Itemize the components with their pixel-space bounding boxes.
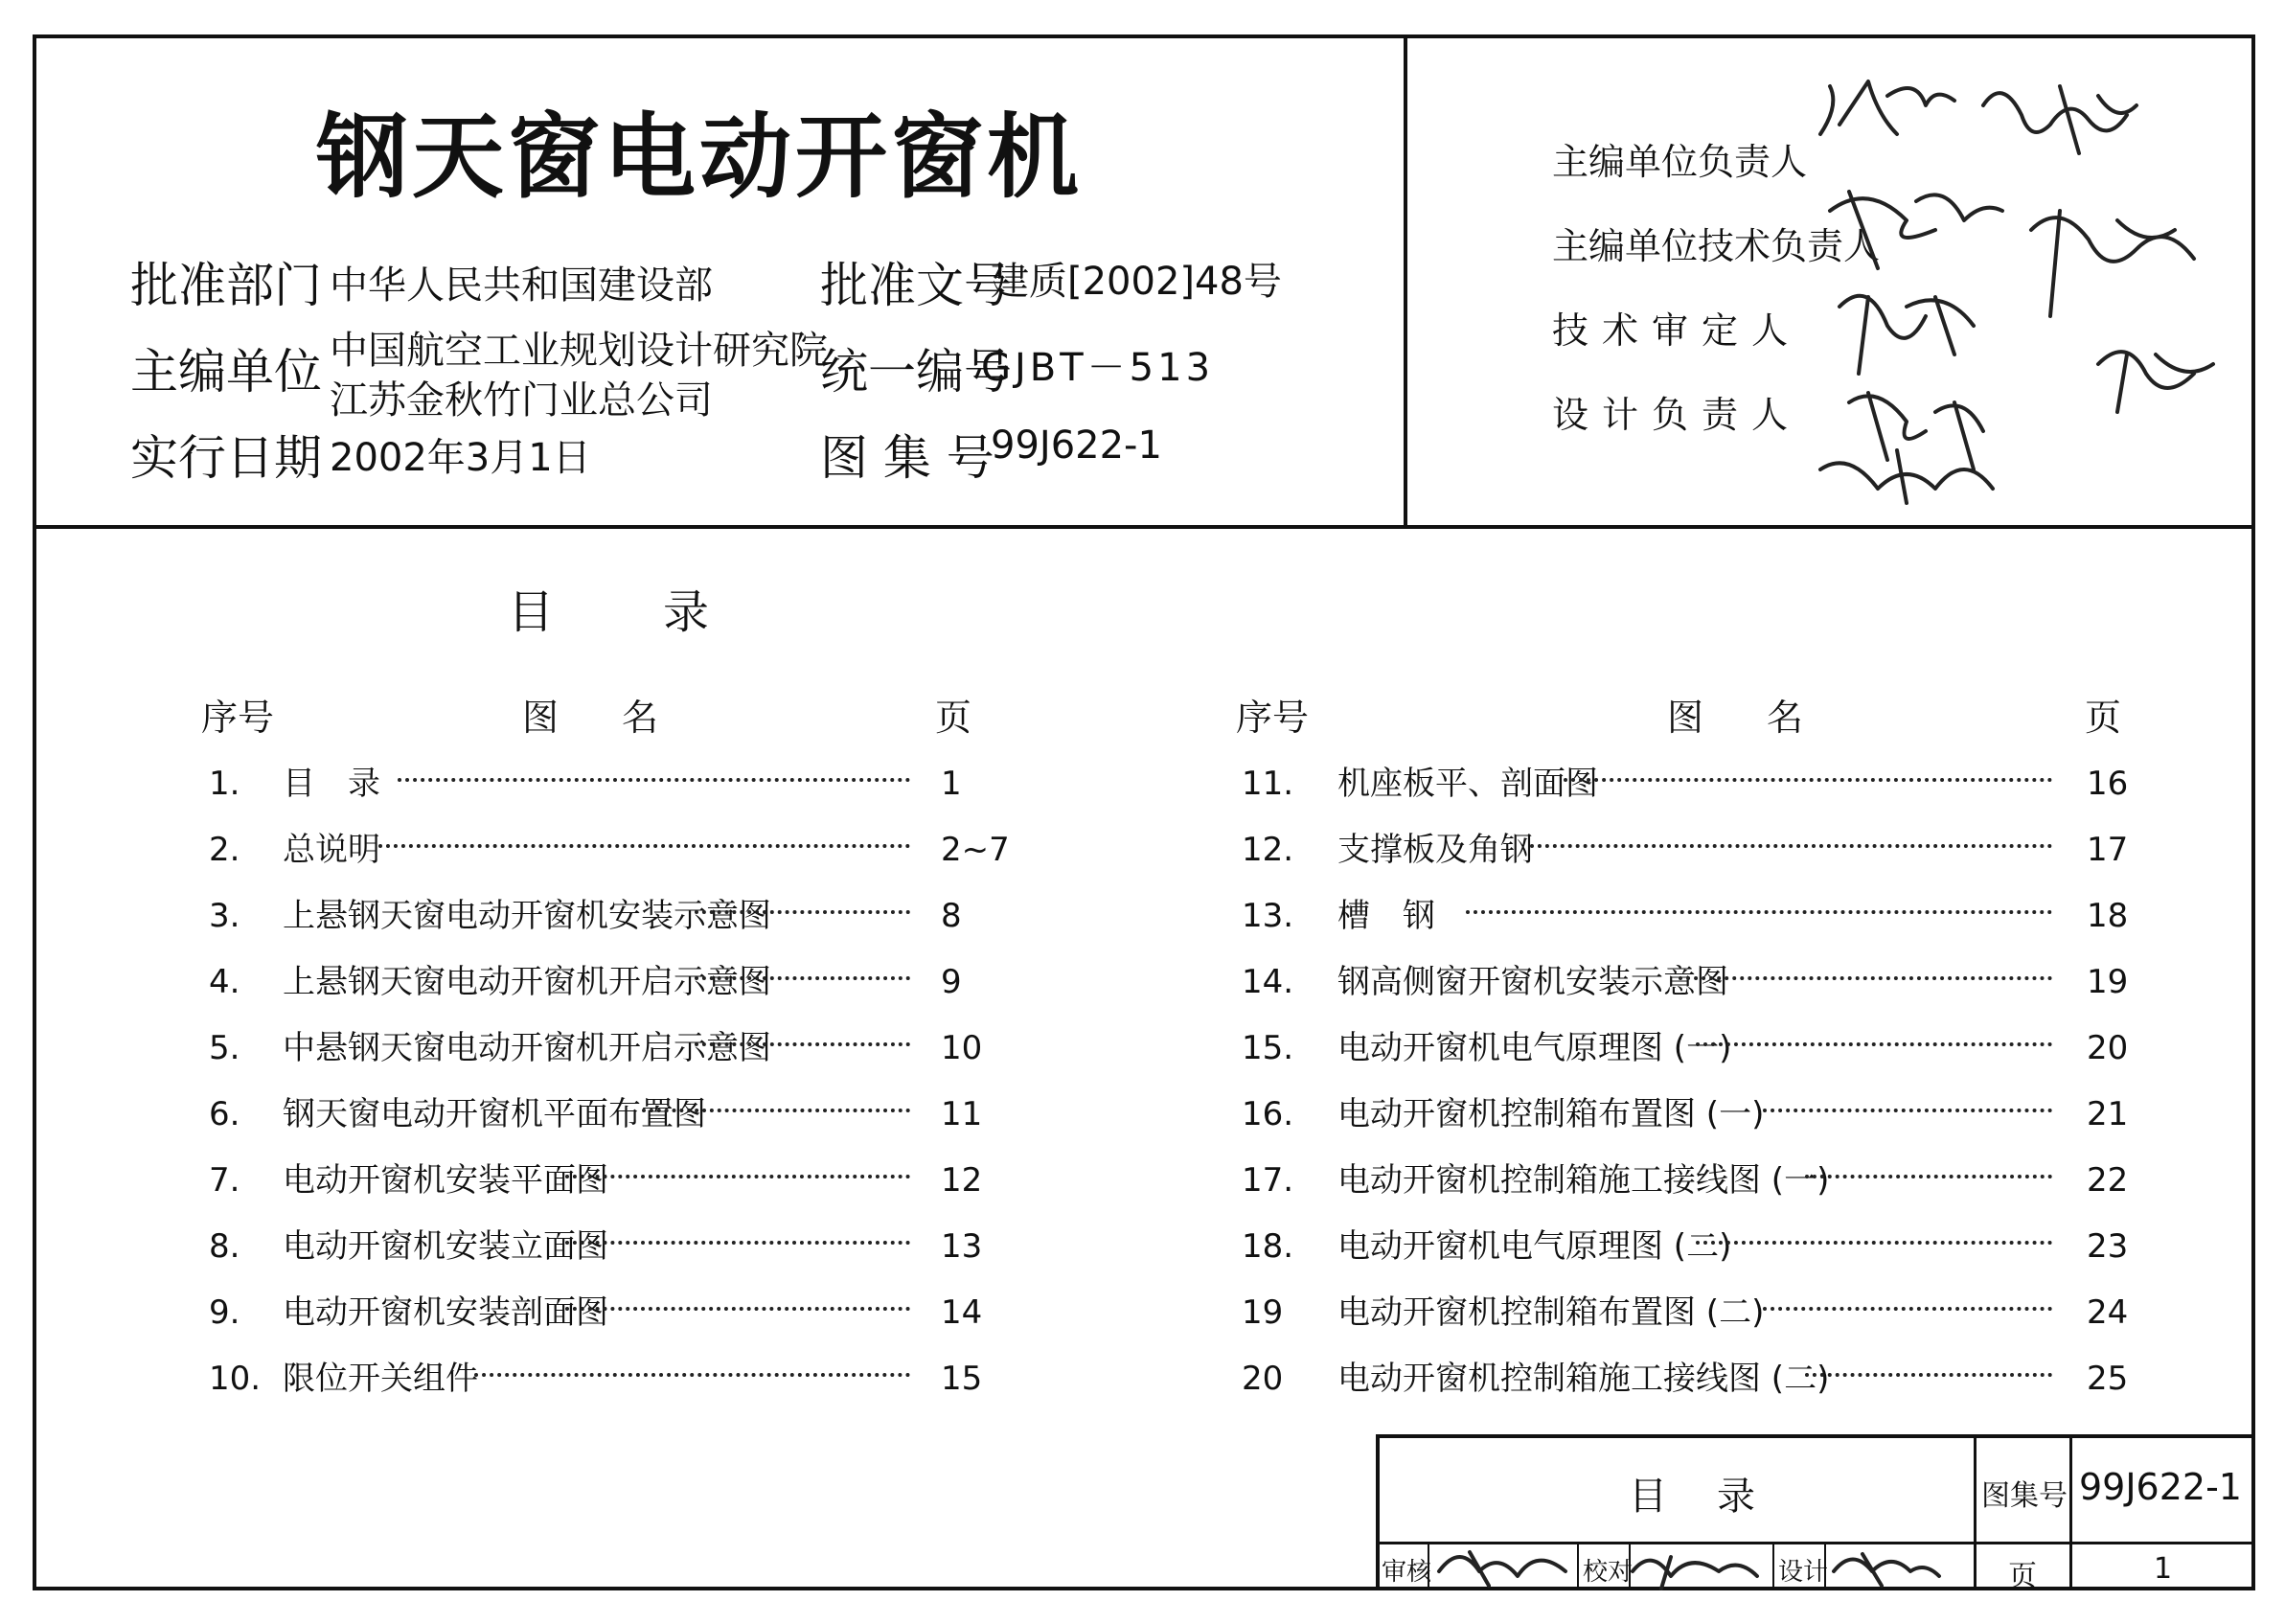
toc-row-title: 总说明	[283, 831, 380, 869]
leader-dots	[1466, 910, 2052, 914]
toc-row-number: 3.	[209, 897, 240, 935]
leader-dots	[642, 1109, 910, 1112]
toc-row-page: 23	[2087, 1227, 2129, 1266]
toc-row-title: 电动开窗机控制箱施工接线图 (二)	[1337, 1360, 1830, 1398]
toc-row-title: 电动开窗机控制箱施工接线图 (一)	[1337, 1161, 1830, 1200]
design-head-label: 设计负责人	[1552, 394, 1802, 436]
toc-row-page: 2~7	[941, 831, 1010, 869]
title-block-top-border	[1376, 1434, 2255, 1438]
leader-dots	[695, 1042, 910, 1046]
leader-dots	[1696, 1042, 2052, 1046]
unit-head-label: 主编单位负责人	[1552, 141, 1808, 183]
toc-row-number: 20	[1242, 1360, 1284, 1398]
toc-row-page: 12	[941, 1161, 983, 1200]
toc-row-title: 中悬钢天窗电动开窗机开启示意图	[283, 1029, 771, 1067]
toc-row-page: 18	[2087, 897, 2129, 935]
toc-row-title: 上悬钢天窗电动开窗机开启示意图	[283, 963, 771, 1001]
toc-row-number: 2.	[209, 831, 240, 869]
toc-right-col-name: 图 名	[1667, 697, 1817, 739]
toc-row-title: 槽 钢	[1337, 897, 1435, 935]
toc-row-number: 12.	[1242, 831, 1294, 869]
toc-row-number: 5.	[209, 1029, 240, 1067]
toc-row-number: 19	[1242, 1293, 1284, 1332]
drawing-title: 钢天窗电动开窗机	[316, 103, 1083, 211]
title-block-check-label: 校对	[1583, 1558, 1634, 1587]
leader-dots	[565, 1175, 910, 1178]
toc-row-title: 电动开窗机安装剖面图	[283, 1293, 608, 1332]
toc-right-col-page: 页	[2085, 697, 2122, 739]
toc-left-col-page: 页	[935, 697, 972, 739]
toc-left-col-name: 图 名	[522, 697, 673, 739]
unified-code-label: 统一编号	[820, 344, 1012, 400]
effective-date-value: 2002年3月1日	[330, 436, 591, 480]
header-column-divider	[1404, 34, 1407, 527]
leader-dots	[378, 844, 910, 848]
toc-row-title: 电动开窗机安装立面图	[283, 1227, 608, 1266]
toc-row-page: 8	[941, 897, 962, 935]
toc-row-title: 限位开关组件	[283, 1360, 478, 1398]
toc-row-number: 4.	[209, 963, 240, 1001]
toc-row-page: 16	[2087, 765, 2129, 803]
chief-editor-value-1: 中国航空工业规划设计研究院	[330, 329, 828, 373]
toc-row-page: 19	[2087, 963, 2129, 1001]
toc-row-page: 1	[941, 765, 962, 803]
toc-row-page: 13	[941, 1227, 983, 1266]
toc-row-number: 1.	[209, 765, 240, 803]
toc-row-number: 18.	[1242, 1227, 1294, 1266]
toc-row-page: 9	[941, 963, 962, 1001]
toc-row-number: 14.	[1242, 963, 1294, 1001]
toc-row-title: 钢天窗电动开窗机平面布置图	[283, 1095, 706, 1133]
leader-dots	[1696, 1241, 2052, 1245]
leader-dots	[695, 976, 910, 980]
toc-row-title: 钢高侧窗开窗机安装示意图	[1337, 963, 1728, 1001]
toc-row-title: 支撑板及角钢	[1337, 831, 1533, 869]
leader-dots	[565, 1307, 910, 1311]
toc-row-title: 电动开窗机控制箱布置图 (二)	[1337, 1293, 1765, 1332]
toc-row-title: 电动开窗机电气原理图 (一)	[1337, 1029, 1732, 1067]
title-block-page-label: 页	[2008, 1560, 2037, 1593]
chief-editor-value-2: 江苏金秋竹门业总公司	[330, 378, 713, 423]
toc-row-title: 电动开窗机控制箱布置图 (一)	[1337, 1095, 1765, 1133]
toc-row-page: 10	[941, 1029, 983, 1067]
toc-row-number: 17.	[1242, 1161, 1294, 1200]
toc-row-title: 电动开窗机安装平面图	[283, 1161, 608, 1200]
unified-code-value: GJBT－513	[981, 346, 1215, 390]
toc-row-page: 25	[2087, 1360, 2129, 1398]
toc-row-number: 10.	[209, 1360, 262, 1398]
leader-dots	[565, 1241, 910, 1245]
toc-row-title: 机座板平、剖面图	[1337, 765, 1598, 803]
title-block-review-label: 审核	[1382, 1558, 1432, 1587]
atlas-no-value: 99J622-1	[991, 423, 1162, 468]
toc-row-page: 17	[2087, 831, 2129, 869]
handwritten-signatures	[1811, 67, 2242, 508]
leader-dots	[1763, 1109, 2052, 1112]
header-divider	[33, 525, 2255, 529]
toc-row-number: 15.	[1242, 1029, 1294, 1067]
toc-right-col-no: 序号	[1236, 697, 1310, 739]
leader-dots	[1679, 976, 2052, 980]
toc-row-number: 16.	[1242, 1095, 1294, 1133]
toc-row-number: 8.	[209, 1227, 240, 1266]
title-block-atlas-label: 图集号	[1981, 1479, 2068, 1513]
tech-reviewer-label: 技术审定人	[1552, 309, 1802, 352]
leader-dots	[1564, 778, 2052, 782]
toc-row-title: 目 录	[283, 765, 380, 803]
toc-row-number: 6.	[209, 1095, 240, 1133]
leader-dots	[1805, 1175, 2052, 1178]
toc-row-number: 11.	[1242, 765, 1294, 803]
toc-row-number: 9.	[209, 1293, 240, 1332]
toc-heading: 目 录	[508, 585, 716, 639]
effective-date-label: 实行日期	[130, 430, 322, 486]
title-block-page-value: 1	[2154, 1552, 2173, 1586]
title-block-sheet-name: 目 录	[1629, 1475, 1761, 1519]
approval-doc-value: 建质[2002]48号	[991, 260, 1282, 304]
leader-dots	[1530, 844, 2052, 848]
atlas-no-label: 图 集 号	[820, 430, 994, 486]
approval-dept-label: 批准部门	[130, 258, 322, 313]
toc-row-title: 电动开窗机电气原理图 (二)	[1337, 1227, 1732, 1266]
leader-dots	[1805, 1373, 2052, 1377]
toc-row-page: 20	[2087, 1029, 2129, 1067]
chief-editor-label: 主编单位	[130, 344, 322, 400]
approval-doc-label: 批准文号	[820, 258, 1012, 313]
toc-row-page: 14	[941, 1293, 983, 1332]
toc-row-page: 11	[941, 1095, 983, 1133]
title-block-design-label: 设计	[1778, 1558, 1829, 1587]
leader-dots	[398, 778, 910, 782]
title-block-divider-1	[1974, 1434, 1977, 1590]
title-block-atlas-value: 99J622-1	[2079, 1466, 2242, 1508]
leader-dots	[695, 910, 910, 914]
toc-row-number: 13.	[1242, 897, 1294, 935]
approval-dept-value: 中华人民共和国建设部	[330, 263, 713, 308]
toc-row-page: 21	[2087, 1095, 2129, 1133]
toc-row-page: 24	[2087, 1293, 2129, 1332]
title-block-divider-2	[2069, 1434, 2072, 1590]
toc-row-title: 上悬钢天窗电动开窗机安装示意图	[283, 897, 771, 935]
title-block-left-border	[1376, 1434, 1380, 1590]
toc-row-number: 7.	[209, 1161, 240, 1200]
title-block-signatures	[1431, 1533, 1949, 1590]
toc-row-page: 15	[941, 1360, 983, 1398]
leader-dots	[474, 1373, 910, 1377]
toc-left-col-no: 序号	[201, 697, 275, 739]
leader-dots	[1763, 1307, 2052, 1311]
toc-row-page: 22	[2087, 1161, 2129, 1200]
unit-tech-head-label: 主编单位技术负责人	[1552, 225, 1881, 267]
